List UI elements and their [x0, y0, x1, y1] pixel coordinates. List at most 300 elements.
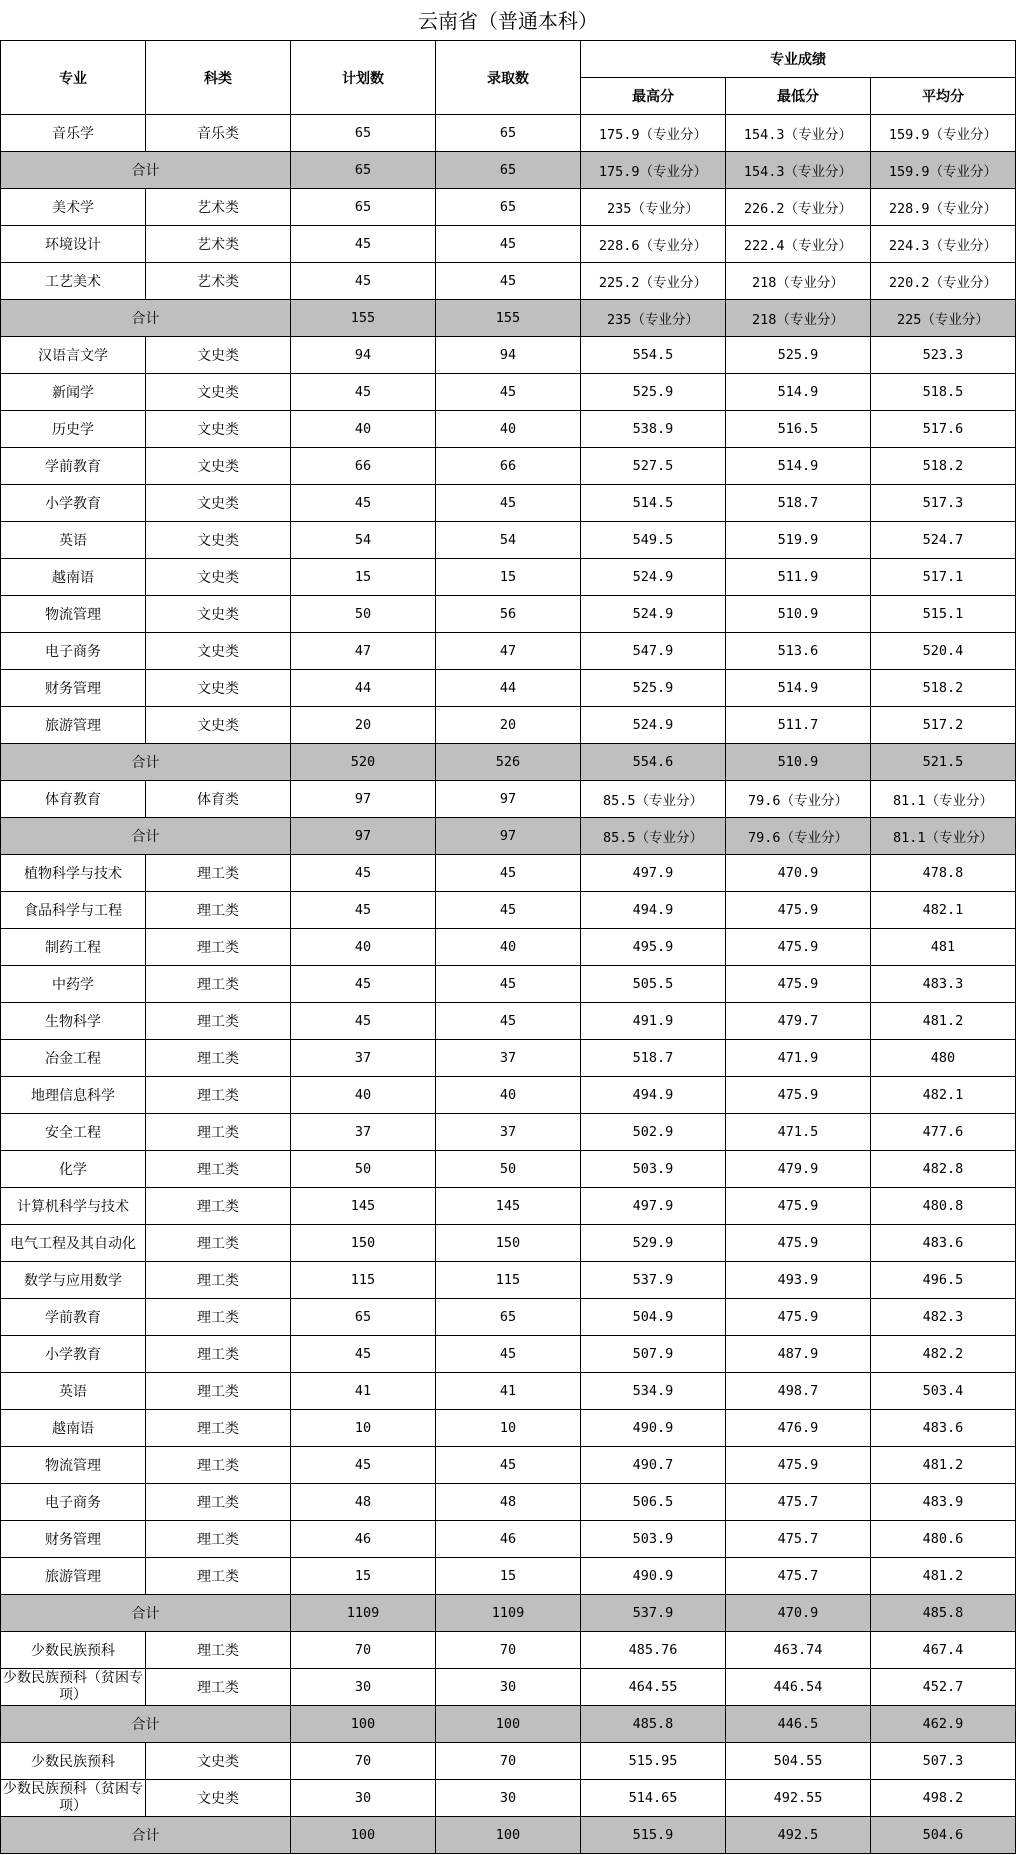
admitted-cell: 45 — [436, 1003, 581, 1040]
avg-score-cell: 515.1 — [871, 596, 1016, 633]
max-score-cell: 494.9 — [581, 892, 726, 929]
max-score-cell: 524.9 — [581, 596, 726, 633]
table-row — [1, 559, 1016, 596]
total-row — [1, 300, 1016, 337]
avg-score-cell: 159.9（专业分） — [871, 115, 1016, 152]
category-cell: 文史类 — [146, 374, 291, 411]
major-cell: 安全工程 — [1, 1114, 146, 1151]
admitted-cell: 97 — [436, 818, 581, 855]
table-row — [1, 1299, 1016, 1336]
planned-cell: 97 — [291, 781, 436, 818]
table-row — [1, 1484, 1016, 1521]
category-cell: 理工类 — [146, 966, 291, 1003]
total-label: 合计 — [1, 818, 291, 855]
max-score-cell: 538.9 — [581, 411, 726, 448]
table-row — [1, 633, 1016, 670]
min-score-cell: 79.6（专业分） — [726, 818, 871, 855]
total-row — [1, 818, 1016, 855]
table-row — [1, 374, 1016, 411]
avg-score-cell: 503.4 — [871, 1373, 1016, 1410]
total-label: 合计 — [1, 1706, 291, 1743]
admitted-cell: 45 — [436, 226, 581, 263]
avg-score-cell: 482.2 — [871, 1336, 1016, 1373]
major-cell: 小学教育 — [1, 485, 146, 522]
major-cell: 冶金工程 — [1, 1040, 146, 1077]
min-score-cell: 463.74 — [726, 1632, 871, 1669]
min-score-cell: 475.9 — [726, 1077, 871, 1114]
avg-score-cell: 81.1（专业分） — [871, 781, 1016, 818]
max-score-cell: 175.9（专业分） — [581, 115, 726, 152]
avg-score-cell: 520.4 — [871, 633, 1016, 670]
admitted-cell: 115 — [436, 1262, 581, 1299]
max-score-cell: 464.55 — [581, 1669, 726, 1706]
avg-score-cell: 518.5 — [871, 374, 1016, 411]
table-row — [1, 1262, 1016, 1299]
table-row — [1, 1521, 1016, 1558]
avg-score-cell: 485.8 — [871, 1595, 1016, 1632]
planned-cell: 45 — [291, 1447, 436, 1484]
category-cell: 理工类 — [146, 892, 291, 929]
category-cell: 艺术类 — [146, 189, 291, 226]
major-cell: 越南语 — [1, 559, 146, 596]
table-row — [1, 966, 1016, 1003]
max-score-cell: 497.9 — [581, 1188, 726, 1225]
major-cell: 环境设计 — [1, 226, 146, 263]
avg-score-cell: 228.9（专业分） — [871, 189, 1016, 226]
max-score-cell: 514.5 — [581, 485, 726, 522]
avg-score-cell: 483.6 — [871, 1225, 1016, 1262]
admitted-cell: 45 — [436, 855, 581, 892]
table-row — [1, 1410, 1016, 1447]
total-row — [1, 1595, 1016, 1632]
category-cell: 理工类 — [146, 1410, 291, 1447]
planned-cell: 70 — [291, 1632, 436, 1669]
major-cell: 体育教育 — [1, 781, 146, 818]
table-row — [1, 1743, 1016, 1780]
min-score-cell: 154.3（专业分） — [726, 152, 871, 189]
major-cell: 汉语言文学 — [1, 337, 146, 374]
major-cell: 物流管理 — [1, 596, 146, 633]
admitted-cell: 97 — [436, 781, 581, 818]
major-cell: 电气工程及其自动化 — [1, 1225, 146, 1262]
min-score-cell: 514.9 — [726, 448, 871, 485]
planned-cell: 45 — [291, 374, 436, 411]
major-cell: 计算机科学与技术 — [1, 1188, 146, 1225]
table-row — [1, 929, 1016, 966]
min-score-cell: 514.9 — [726, 374, 871, 411]
admitted-cell: 65 — [436, 152, 581, 189]
major-cell: 数学与应用数学 — [1, 1262, 146, 1299]
planned-cell: 65 — [291, 1299, 436, 1336]
admitted-cell: 65 — [436, 115, 581, 152]
min-score-cell: 446.54 — [726, 1669, 871, 1706]
avg-score-cell: 481 — [871, 929, 1016, 966]
table-row — [1, 448, 1016, 485]
admitted-cell: 50 — [436, 1151, 581, 1188]
max-score-cell: 497.9 — [581, 855, 726, 892]
category-cell: 理工类 — [146, 1373, 291, 1410]
total-row — [1, 1817, 1016, 1854]
max-score-cell: 525.9 — [581, 374, 726, 411]
major-cell: 学前教育 — [1, 1299, 146, 1336]
planned-cell: 97 — [291, 818, 436, 855]
max-score-cell: 525.9 — [581, 670, 726, 707]
avg-score-cell: 496.5 — [871, 1262, 1016, 1299]
min-score-cell: 513.6 — [726, 633, 871, 670]
planned-cell: 65 — [291, 152, 436, 189]
table-row — [1, 1003, 1016, 1040]
min-score-cell: 226.2（专业分） — [726, 189, 871, 226]
min-score-cell: 475.9 — [726, 1447, 871, 1484]
header-score-group: 专业成绩 — [581, 41, 1016, 78]
category-cell: 文史类 — [146, 337, 291, 374]
max-score-cell: 490.7 — [581, 1447, 726, 1484]
table-row — [1, 226, 1016, 263]
table-header — [1, 41, 1016, 115]
planned-cell: 46 — [291, 1521, 436, 1558]
planned-cell: 70 — [291, 1743, 436, 1780]
total-label: 合计 — [1, 1595, 291, 1632]
avg-score-cell: 81.1（专业分） — [871, 818, 1016, 855]
avg-score-cell: 504.6 — [871, 1817, 1016, 1854]
avg-score-cell: 481.2 — [871, 1003, 1016, 1040]
major-cell: 财务管理 — [1, 670, 146, 707]
admitted-cell: 30 — [436, 1669, 581, 1706]
major-cell: 植物科学与技术 — [1, 855, 146, 892]
admitted-cell: 70 — [436, 1743, 581, 1780]
admitted-cell: 94 — [436, 337, 581, 374]
avg-score-cell: 480.8 — [871, 1188, 1016, 1225]
min-score-cell: 518.7 — [726, 485, 871, 522]
max-score-cell: 514.65 — [581, 1780, 726, 1817]
planned-cell: 45 — [291, 855, 436, 892]
max-score-cell: 515.9 — [581, 1817, 726, 1854]
avg-score-cell: 517.1 — [871, 559, 1016, 596]
avg-score-cell: 517.3 — [871, 485, 1016, 522]
table-row — [1, 781, 1016, 818]
category-cell: 文史类 — [146, 485, 291, 522]
category-cell: 文史类 — [146, 559, 291, 596]
avg-score-cell: 518.2 — [871, 448, 1016, 485]
min-score-cell: 471.9 — [726, 1040, 871, 1077]
major-cell: 少数民族预科 — [1, 1632, 146, 1669]
avg-score-cell: 480 — [871, 1040, 1016, 1077]
category-cell: 理工类 — [146, 1299, 291, 1336]
admitted-cell: 65 — [436, 1299, 581, 1336]
max-score-cell: 554.6 — [581, 744, 726, 781]
total-row — [1, 744, 1016, 781]
max-score-cell: 85.5（专业分） — [581, 818, 726, 855]
min-score-cell: 498.7 — [726, 1373, 871, 1410]
planned-cell: 145 — [291, 1188, 436, 1225]
avg-score-cell: 517.6 — [871, 411, 1016, 448]
major-cell: 工艺美术 — [1, 263, 146, 300]
total-label: 合计 — [1, 300, 291, 337]
planned-cell: 40 — [291, 411, 436, 448]
category-cell: 理工类 — [146, 929, 291, 966]
admitted-cell: 45 — [436, 374, 581, 411]
planned-cell: 45 — [291, 263, 436, 300]
admitted-cell: 45 — [436, 1336, 581, 1373]
major-cell: 英语 — [1, 1373, 146, 1410]
min-score-cell: 475.7 — [726, 1484, 871, 1521]
header-category: 科类 — [146, 41, 291, 115]
min-score-cell: 516.5 — [726, 411, 871, 448]
min-score-cell: 475.7 — [726, 1521, 871, 1558]
major-cell: 学前教育 — [1, 448, 146, 485]
min-score-cell: 476.9 — [726, 1410, 871, 1447]
avg-score-cell: 524.7 — [871, 522, 1016, 559]
min-score-cell: 514.9 — [726, 670, 871, 707]
category-cell: 理工类 — [146, 1003, 291, 1040]
total-row — [1, 152, 1016, 189]
category-cell: 理工类 — [146, 1040, 291, 1077]
avg-score-cell: 483.3 — [871, 966, 1016, 1003]
major-cell: 中药学 — [1, 966, 146, 1003]
category-cell: 理工类 — [146, 1336, 291, 1373]
planned-cell: 48 — [291, 1484, 436, 1521]
category-cell: 理工类 — [146, 1632, 291, 1669]
min-score-cell: 479.7 — [726, 1003, 871, 1040]
category-cell: 理工类 — [146, 1447, 291, 1484]
category-cell: 文史类 — [146, 596, 291, 633]
planned-cell: 20 — [291, 707, 436, 744]
max-score-cell: 554.5 — [581, 337, 726, 374]
planned-cell: 45 — [291, 485, 436, 522]
table-row — [1, 1558, 1016, 1595]
category-cell: 理工类 — [146, 1262, 291, 1299]
header-admitted: 录取数 — [436, 41, 581, 115]
admitted-cell: 47 — [436, 633, 581, 670]
major-cell: 少数民族预科（贫困专项） — [1, 1780, 146, 1817]
admitted-cell: 40 — [436, 1077, 581, 1114]
planned-cell: 45 — [291, 1336, 436, 1373]
min-score-cell: 154.3（专业分） — [726, 115, 871, 152]
major-cell: 新闻学 — [1, 374, 146, 411]
table-row — [1, 1780, 1016, 1817]
min-score-cell: 446.5 — [726, 1706, 871, 1743]
category-cell: 理工类 — [146, 1484, 291, 1521]
avg-score-cell: 452.7 — [871, 1669, 1016, 1706]
category-cell: 理工类 — [146, 1114, 291, 1151]
max-score-cell: 235（专业分） — [581, 189, 726, 226]
admitted-cell: 10 — [436, 1410, 581, 1447]
total-label: 合计 — [1, 1817, 291, 1854]
major-cell: 地理信息科学 — [1, 1077, 146, 1114]
table-row — [1, 411, 1016, 448]
major-cell: 美术学 — [1, 189, 146, 226]
min-score-cell: 475.9 — [726, 929, 871, 966]
category-cell: 文史类 — [146, 707, 291, 744]
max-score-cell: 537.9 — [581, 1262, 726, 1299]
category-cell: 文史类 — [146, 411, 291, 448]
table-row — [1, 707, 1016, 744]
category-cell: 理工类 — [146, 1151, 291, 1188]
max-score-cell: 502.9 — [581, 1114, 726, 1151]
major-cell: 小学教育 — [1, 1336, 146, 1373]
category-cell: 理工类 — [146, 855, 291, 892]
min-score-cell: 475.9 — [726, 1299, 871, 1336]
planned-cell: 44 — [291, 670, 436, 707]
max-score-cell: 507.9 — [581, 1336, 726, 1373]
planned-cell: 94 — [291, 337, 436, 374]
admitted-cell: 65 — [436, 189, 581, 226]
planned-cell: 15 — [291, 1558, 436, 1595]
category-cell: 理工类 — [146, 1521, 291, 1558]
admission-table — [0, 40, 1016, 1854]
max-score-cell: 515.95 — [581, 1743, 726, 1780]
min-score-cell: 525.9 — [726, 337, 871, 374]
admitted-cell: 45 — [436, 1447, 581, 1484]
admitted-cell: 155 — [436, 300, 581, 337]
min-score-cell: 511.9 — [726, 559, 871, 596]
max-score-cell: 225.2（专业分） — [581, 263, 726, 300]
category-cell: 理工类 — [146, 1669, 291, 1706]
table-row — [1, 1188, 1016, 1225]
major-cell: 少数民族预科（贫困专项） — [1, 1669, 146, 1706]
header-min: 最低分 — [726, 78, 871, 115]
admitted-cell: 45 — [436, 485, 581, 522]
max-score-cell: 524.9 — [581, 559, 726, 596]
header-max: 最高分 — [581, 78, 726, 115]
category-cell: 文史类 — [146, 522, 291, 559]
major-cell: 财务管理 — [1, 1521, 146, 1558]
planned-cell: 45 — [291, 1003, 436, 1040]
min-score-cell: 222.4（专业分） — [726, 226, 871, 263]
admitted-cell: 46 — [436, 1521, 581, 1558]
avg-score-cell: 482.1 — [871, 1077, 1016, 1114]
max-score-cell: 495.9 — [581, 929, 726, 966]
avg-score-cell: 462.9 — [871, 1706, 1016, 1743]
avg-score-cell: 518.2 — [871, 670, 1016, 707]
admitted-cell: 100 — [436, 1706, 581, 1743]
min-score-cell: 475.9 — [726, 1188, 871, 1225]
planned-cell: 45 — [291, 226, 436, 263]
total-label: 合计 — [1, 152, 291, 189]
max-score-cell: 228.6（专业分） — [581, 226, 726, 263]
planned-cell: 40 — [291, 929, 436, 966]
planned-cell: 65 — [291, 189, 436, 226]
admitted-cell: 45 — [436, 263, 581, 300]
admitted-cell: 70 — [436, 1632, 581, 1669]
avg-score-cell: 467.4 — [871, 1632, 1016, 1669]
avg-score-cell: 481.2 — [871, 1558, 1016, 1595]
admitted-cell: 45 — [436, 966, 581, 1003]
table-row — [1, 337, 1016, 374]
category-cell: 艺术类 — [146, 226, 291, 263]
avg-score-cell: 478.8 — [871, 855, 1016, 892]
avg-score-cell: 477.6 — [871, 1114, 1016, 1151]
table-row — [1, 1336, 1016, 1373]
category-cell: 文史类 — [146, 670, 291, 707]
admitted-cell: 526 — [436, 744, 581, 781]
max-score-cell: 505.5 — [581, 966, 726, 1003]
avg-score-cell: 521.5 — [871, 744, 1016, 781]
major-cell: 英语 — [1, 522, 146, 559]
major-cell: 制药工程 — [1, 929, 146, 966]
planned-cell: 45 — [291, 892, 436, 929]
category-cell: 理工类 — [146, 1188, 291, 1225]
min-score-cell: 471.5 — [726, 1114, 871, 1151]
admitted-cell: 1109 — [436, 1595, 581, 1632]
category-cell: 文史类 — [146, 448, 291, 485]
avg-score-cell: 482.3 — [871, 1299, 1016, 1336]
table-row — [1, 596, 1016, 633]
min-score-cell: 479.9 — [726, 1151, 871, 1188]
min-score-cell: 511.7 — [726, 707, 871, 744]
planned-cell: 100 — [291, 1706, 436, 1743]
table-row — [1, 189, 1016, 226]
max-score-cell: 494.9 — [581, 1077, 726, 1114]
admitted-cell: 145 — [436, 1188, 581, 1225]
max-score-cell: 504.9 — [581, 1299, 726, 1336]
planned-cell: 50 — [291, 1151, 436, 1188]
admitted-cell: 45 — [436, 892, 581, 929]
min-score-cell: 487.9 — [726, 1336, 871, 1373]
planned-cell: 66 — [291, 448, 436, 485]
planned-cell: 37 — [291, 1040, 436, 1077]
max-score-cell: 175.9（专业分） — [581, 152, 726, 189]
min-score-cell: 492.55 — [726, 1780, 871, 1817]
table-body — [1, 115, 1016, 1854]
max-score-cell: 547.9 — [581, 633, 726, 670]
min-score-cell: 510.9 — [726, 744, 871, 781]
admitted-cell: 15 — [436, 559, 581, 596]
table-row — [1, 1077, 1016, 1114]
max-score-cell: 524.9 — [581, 707, 726, 744]
max-score-cell: 85.5（专业分） — [581, 781, 726, 818]
max-score-cell: 527.5 — [581, 448, 726, 485]
major-cell: 物流管理 — [1, 1447, 146, 1484]
max-score-cell: 485.8 — [581, 1706, 726, 1743]
total-label: 合计 — [1, 744, 291, 781]
table-row — [1, 1151, 1016, 1188]
admitted-cell: 54 — [436, 522, 581, 559]
major-cell: 电子商务 — [1, 633, 146, 670]
avg-score-cell: 483.6 — [871, 1410, 1016, 1447]
min-score-cell: 504.55 — [726, 1743, 871, 1780]
max-score-cell: 490.9 — [581, 1558, 726, 1595]
admitted-cell: 37 — [436, 1040, 581, 1077]
table-row — [1, 1040, 1016, 1077]
page-title: 云南省（普通本科） — [418, 9, 598, 33]
min-score-cell: 475.9 — [726, 966, 871, 1003]
header-major: 专业 — [1, 41, 146, 115]
min-score-cell: 218（专业分） — [726, 300, 871, 337]
table-row — [1, 855, 1016, 892]
avg-score-cell: 507.3 — [871, 1743, 1016, 1780]
max-score-cell: 503.9 — [581, 1151, 726, 1188]
min-score-cell: 79.6（专业分） — [726, 781, 871, 818]
min-score-cell: 510.9 — [726, 596, 871, 633]
planned-cell: 15 — [291, 559, 436, 596]
major-cell: 音乐学 — [1, 115, 146, 152]
table-row — [1, 522, 1016, 559]
admitted-cell: 41 — [436, 1373, 581, 1410]
planned-cell: 30 — [291, 1780, 436, 1817]
avg-score-cell: 483.9 — [871, 1484, 1016, 1521]
category-cell: 理工类 — [146, 1225, 291, 1262]
admitted-cell: 150 — [436, 1225, 581, 1262]
avg-score-cell: 224.3（专业分） — [871, 226, 1016, 263]
avg-score-cell: 225（专业分） — [871, 300, 1016, 337]
min-score-cell: 470.9 — [726, 1595, 871, 1632]
category-cell: 理工类 — [146, 1558, 291, 1595]
planned-cell: 10 — [291, 1410, 436, 1447]
planned-cell: 150 — [291, 1225, 436, 1262]
avg-score-cell: 159.9（专业分） — [871, 152, 1016, 189]
admitted-cell: 48 — [436, 1484, 581, 1521]
